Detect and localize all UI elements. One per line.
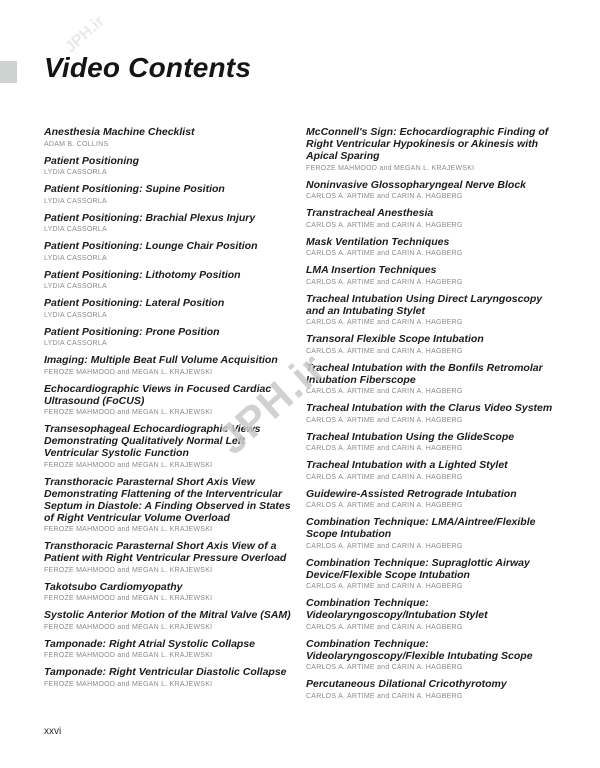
video-entry-authors: CARLOS A. ARTIME and CARIN A. HAGBERG <box>306 445 463 452</box>
right-column <box>306 126 560 707</box>
video-entry-authors: LYDIA CASSORLA <box>44 169 107 176</box>
video-entry-title: Transoral Flexible Scope Intubation <box>306 333 484 345</box>
page-title: Video Contents <box>44 52 252 83</box>
video-entry-title: Anesthesia Machine Checklist <box>44 126 195 138</box>
video-entry-authors: FEROZE MAHMOOD and MEGAN L. KRAJEWSKI <box>44 409 213 416</box>
video-entry <box>306 179 560 202</box>
video-entry-title: Tamponade: Right Atrial Systolic Collapse <box>44 637 256 650</box>
video-entry-title: Guidewire-Assisted Retrograde Intubation <box>306 487 517 500</box>
video-entry-authors: CARLOS A. ARTIME and CARIN A. HAGBERG <box>306 542 463 550</box>
video-entry <box>44 540 298 575</box>
video-entry <box>306 333 560 356</box>
video-entry <box>44 212 298 235</box>
video-entry-authors: FEROZE MAHMOOD and MEGAN L. KRAJEWSKI <box>44 623 213 631</box>
video-entry-authors: CARLOS A. ARTIME and CARIN A. HAGBERG <box>306 319 463 326</box>
video-entry-title: Imaging: Multiple Beat Full Volume Acquisition <box>44 354 278 366</box>
video-entry <box>306 431 560 454</box>
video-entry-authors: CARLOS A. ARTIME and CARIN A. HAGBERG <box>306 623 463 631</box>
video-entry <box>306 638 560 673</box>
video-entry-authors: LYDIA CASSORLA <box>44 340 107 347</box>
video-entry-authors: CARLOS A. ARTIME and CARIN A. HAGBERG <box>306 278 463 286</box>
video-entry <box>306 402 560 425</box>
video-entry-authors: CARLOS A. ARTIME and CARIN A. HAGBERG <box>306 583 463 590</box>
video-entry <box>306 236 560 259</box>
video-entry-title: LMA Insertion Techniques <box>306 264 437 276</box>
video-entry <box>306 293 560 328</box>
watermark: JPH.ir <box>208 343 335 464</box>
video-entry-authors: CARLOS A. ARTIME and CARIN A. HAGBERG <box>306 502 463 509</box>
video-entry-authors: CARLOS A. ARTIME and CARIN A. HAGBERG <box>306 250 463 257</box>
video-entry-title: Patient Positioning: Prone Position <box>44 325 220 338</box>
video-entry <box>44 326 298 349</box>
video-entry <box>44 423 298 470</box>
video-entry-title: Patient Positioning: Lithotomy Position <box>44 268 241 281</box>
video-entry-authors: FEROZE MAHMOOD and MEGAN L. KRAJEWSKI <box>44 566 213 574</box>
video-entry <box>306 516 560 551</box>
video-entry <box>306 264 560 287</box>
video-entry-authors: FEROZE MAHMOOD and MEGAN L. KRAJEWSKI <box>44 680 213 688</box>
video-entry-authors: CARLOS A. ARTIME and CARIN A. HAGBERG <box>306 473 463 481</box>
video-entry-title: Transthoracic Parasternal Short Axis View Demonstrating Flattening of the Interventricular Septum in Diastole: A Finding Observed in States of Right Ventricular Volume Overload <box>44 475 291 524</box>
video-entry-authors: CARLOS A. ARTIME and CARIN A. HAGBERG <box>306 221 463 229</box>
video-entry-authors: LYDIA CASSORLA <box>44 197 107 205</box>
video-entry-title: Patient Positioning: Lounge Chair Position <box>44 240 258 252</box>
video-entry-title: Noninvasive Glossopharyngeal Nerve Block <box>306 178 526 191</box>
video-entry <box>44 354 298 377</box>
video-entry-title: Percutaneous Dilational Cricothyrotomy <box>306 678 507 690</box>
video-entry <box>44 240 298 263</box>
video-entry-authors: CARLOS A. ARTIME and CARIN A. HAGBERG <box>306 347 463 355</box>
video-entry <box>306 557 560 592</box>
video-entry-title: Tamponade: Right Ventricular Diastolic Collapse <box>44 666 287 678</box>
watermark-faint: JPH.ir <box>61 12 108 57</box>
video-entry <box>306 678 560 701</box>
video-entry-title: Echocardiographic Views in Focused Cardiac Ultrasound (FoCUS) <box>44 382 272 407</box>
video-entry-title: Patient Positioning: Lateral Position <box>44 297 225 309</box>
video-entry-authors: FEROZE MAHMOOD and MEGAN L. KRAJEWSKI <box>44 526 213 533</box>
video-entry <box>44 666 298 689</box>
video-entry <box>44 183 298 206</box>
video-entry-authors: CARLOS A. ARTIME and CARIN A. HAGBERG <box>306 692 463 700</box>
video-entry-title: Tracheal Intubation Using the GlideScope <box>306 430 515 443</box>
video-entry-authors: FEROZE MAHMOOD and MEGAN L. KRAJEWSKI <box>44 595 213 602</box>
video-entry-title: Systolic Anterior Motion of the Mitral Valve (SAM) <box>44 609 291 621</box>
video-entry <box>44 476 298 535</box>
video-contents-list <box>44 126 560 707</box>
video-entry <box>44 297 298 320</box>
video-entry-authors: LYDIA CASSORLA <box>44 254 107 262</box>
video-entry <box>44 126 298 149</box>
video-entry-title: Combination Technique: LMA/Aintree/Flexible Scope Intubation <box>306 516 536 540</box>
chapter-accent-square <box>0 61 17 83</box>
video-entry-title: Patient Positioning: Brachial Plexus Injury <box>44 211 256 224</box>
video-entry <box>306 362 560 397</box>
video-entry <box>306 126 560 173</box>
video-entry-title: Tracheal Intubation Using Direct Laryngoscopy and an Intubating Stylet <box>306 292 543 317</box>
video-entry-authors: ADAM B. COLLINS <box>44 140 109 148</box>
video-entry-authors: CARLOS A. ARTIME and CARIN A. HAGBERG <box>306 193 463 200</box>
video-entry-authors: LYDIA CASSORLA <box>44 311 107 319</box>
video-entry <box>306 459 560 482</box>
video-entry <box>44 155 298 178</box>
video-entry-authors: CARLOS A. ARTIME and CARIN A. HAGBERG <box>306 664 463 671</box>
video-entry-title: Transtracheal Anesthesia <box>306 207 434 219</box>
video-entry <box>44 609 298 632</box>
video-entry-title: Patient Positioning: Supine Position <box>44 183 225 195</box>
video-entry-title: Combination Technique: Videolaryngoscopy/Intubation Stylet <box>306 597 488 621</box>
left-column <box>44 126 298 707</box>
video-entry <box>44 269 298 292</box>
video-entry-title: Tracheal Intubation with the Clarus Video System <box>306 402 553 414</box>
video-entry-authors: FEROZE MAHMOOD and MEGAN L. KRAJEWSKI <box>44 652 213 659</box>
video-entry-authors: LYDIA CASSORLA <box>44 283 107 290</box>
video-entry-authors: CARLOS A. ARTIME and CARIN A. HAGBERG <box>306 388 463 395</box>
video-entry <box>306 597 560 632</box>
video-entry-title: Tracheal Intubation with the Bonfils Retromolar Intubation Fiberscope <box>306 361 543 386</box>
video-entry-title: Patient Positioning <box>44 154 140 167</box>
video-entry-title: Combination Technique: Supraglottic Airway Device/Flexible Scope Intubation <box>306 556 530 581</box>
page-number: xxvi <box>44 726 62 737</box>
video-entry-authors: FEROZE MAHMOOD and MEGAN L. KRAJEWSKI <box>44 461 213 469</box>
video-entry-title: Takotsubo Cardiomyopathy <box>44 580 183 593</box>
video-entry-title: Tracheal Intubation with a Lighted Stylet <box>306 459 508 471</box>
video-entry-authors: FEROZE MAHMOOD and MEGAN L. KRAJEWSKI <box>44 368 213 376</box>
video-entry-authors: CARLOS A. ARTIME and CARIN A. HAGBERG <box>306 416 463 424</box>
video-entry <box>44 383 298 418</box>
video-entry-authors: LYDIA CASSORLA <box>44 226 107 233</box>
video-entry <box>306 488 560 511</box>
video-entry-title: Mask Ventilation Techniques <box>306 235 450 248</box>
video-entry-title: Transthoracic Parasternal Short Axis View of a Patient with Right Ventricular Pressure Overload <box>44 540 287 564</box>
video-entry-authors: FEROZE MAHMOOD and MEGAN L. KRAJEWSKI <box>306 164 475 172</box>
video-entry-title: Transesophageal Echocardiographic Views Demonstrating Qualitatively Normal Left Ventricular Systolic Function <box>44 423 261 459</box>
video-entry <box>44 638 298 661</box>
video-entry-title: Combination Technique: Videolaryngoscopy/Flexible Intubating Scope <box>306 637 533 662</box>
video-entry-title: McConnell's Sign: Echocardiographic Finding of Right Ventricular Hypokinesis or Akinesis with Apical Sparing <box>306 126 549 162</box>
video-entry <box>306 207 560 230</box>
video-entry <box>44 581 298 604</box>
